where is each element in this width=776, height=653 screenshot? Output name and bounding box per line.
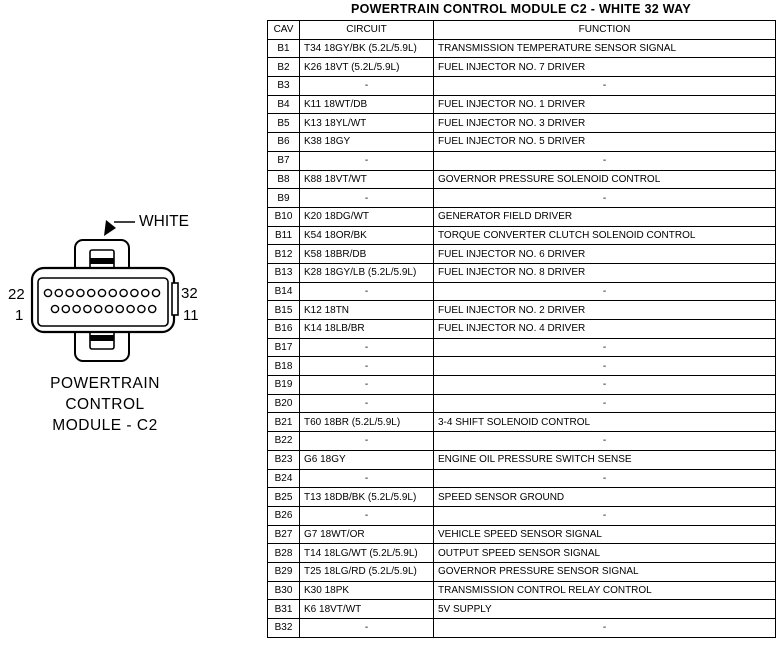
- function-cell: -: [434, 77, 776, 96]
- circuit-cell: K12 18TN: [300, 301, 434, 320]
- function-cell: GENERATOR FIELD DRIVER: [434, 207, 776, 226]
- pin-cavity: [131, 289, 138, 296]
- cav-cell: B17: [268, 338, 300, 357]
- table-row: [268, 170, 776, 189]
- circuit-cell: T14 18LG/WT (5.2L/5.9L): [300, 544, 434, 563]
- function-cell: TRANSMISSION TEMPERATURE SENSOR SIGNAL: [434, 39, 776, 58]
- table-row: [268, 77, 776, 96]
- cav-cell: B21: [268, 413, 300, 432]
- function-cell: -: [434, 357, 776, 376]
- header-circuit: CIRCUIT: [300, 21, 434, 40]
- table-row: [268, 226, 776, 245]
- cav-cell: B20: [268, 394, 300, 413]
- cav-cell: B23: [268, 450, 300, 469]
- table-body: [268, 39, 776, 637]
- cav-cell: B2: [268, 58, 300, 77]
- cav-cell: B3: [268, 77, 300, 96]
- function-cell: VEHICLE SPEED SENSOR SIGNAL: [434, 525, 776, 544]
- cav-cell: B29: [268, 562, 300, 581]
- table-row: [268, 544, 776, 563]
- circuit-cell: T34 18GY/BK (5.2L/5.9L): [300, 39, 434, 58]
- cav-cell: B25: [268, 488, 300, 507]
- pin-cavity: [127, 305, 134, 312]
- table-row: [268, 114, 776, 133]
- circuit-cell: -: [300, 151, 434, 170]
- circuit-cell: -: [300, 619, 434, 638]
- function-cell: -: [434, 151, 776, 170]
- table-row: [268, 450, 776, 469]
- pin-cavity: [51, 305, 58, 312]
- pin-cavity: [109, 289, 116, 296]
- circuit-cell: -: [300, 394, 434, 413]
- cav-cell: B12: [268, 245, 300, 264]
- function-cell: -: [434, 619, 776, 638]
- table-row: [268, 39, 776, 58]
- header-cav: CAV: [268, 21, 300, 40]
- circuit-cell: T25 18LG/RD (5.2L/5.9L): [300, 562, 434, 581]
- pin-cavity: [62, 305, 69, 312]
- table-row: [268, 525, 776, 544]
- pin-label-top-left: 22: [8, 286, 25, 303]
- cav-cell: B14: [268, 282, 300, 301]
- circuit-cell: T60 18BR (5.2L/5.9L): [300, 413, 434, 432]
- cav-cell: B6: [268, 133, 300, 152]
- table-row: [268, 245, 776, 264]
- table-row: [268, 432, 776, 451]
- cav-cell: B15: [268, 301, 300, 320]
- table-row: [268, 581, 776, 600]
- table-row: [268, 189, 776, 208]
- function-cell: FUEL INJECTOR NO. 3 DRIVER: [434, 114, 776, 133]
- pin-cavity: [55, 289, 62, 296]
- color-label: WHITE: [139, 213, 189, 230]
- circuit-cell: T13 18DB/BK (5.2L/5.9L): [300, 488, 434, 507]
- table-row: [268, 58, 776, 77]
- connector-caption-line1: POWERTRAIN: [50, 375, 160, 392]
- table-row: [268, 394, 776, 413]
- cav-cell: B30: [268, 581, 300, 600]
- circuit-cell: K30 18PK: [300, 581, 434, 600]
- cav-cell: B5: [268, 114, 300, 133]
- pin-label-bottom-right: 11: [183, 307, 199, 324]
- pin-cavity: [95, 305, 102, 312]
- cav-cell: B32: [268, 619, 300, 638]
- pin-cavity: [142, 289, 149, 296]
- table-row: [268, 357, 776, 376]
- cav-cell: B24: [268, 469, 300, 488]
- circuit-cell: -: [300, 469, 434, 488]
- table-row: [268, 338, 776, 357]
- pin-cavity: [149, 305, 156, 312]
- circuit-cell: K58 18BR/DB: [300, 245, 434, 264]
- cav-cell: B1: [268, 39, 300, 58]
- pin-cavity: [98, 289, 105, 296]
- bottom-latch-slot: [90, 335, 114, 341]
- table-row: [268, 469, 776, 488]
- table-row: [268, 506, 776, 525]
- connector-figure: [0, 0, 265, 653]
- circuit-cell: K20 18DG/WT: [300, 207, 434, 226]
- function-cell: SPEED SENSOR GROUND: [434, 488, 776, 507]
- circuit-cell: K6 18VT/WT: [300, 600, 434, 619]
- pin-label-bottom-left: 1: [15, 307, 24, 324]
- function-cell: 5V SUPPLY: [434, 600, 776, 619]
- circuit-cell: -: [300, 432, 434, 451]
- cav-cell: B22: [268, 432, 300, 451]
- table-row: [268, 207, 776, 226]
- pinout-table: [267, 20, 776, 638]
- cav-cell: B16: [268, 320, 300, 339]
- connector-face: [38, 278, 168, 326]
- function-cell: -: [434, 376, 776, 395]
- table-row: [268, 133, 776, 152]
- table-row: [268, 562, 776, 581]
- function-cell: -: [434, 432, 776, 451]
- circuit-cell: K28 18GY/LB (5.2L/5.9L): [300, 263, 434, 282]
- connector-drawing: [0, 0, 265, 653]
- function-cell: OUTPUT SPEED SENSOR SIGNAL: [434, 544, 776, 563]
- function-cell: TORQUE CONVERTER CLUTCH SOLENOID CONTROL: [434, 226, 776, 245]
- circuit-cell: -: [300, 506, 434, 525]
- circuit-cell: K88 18VT/WT: [300, 170, 434, 189]
- cav-cell: B10: [268, 207, 300, 226]
- circuit-cell: -: [300, 77, 434, 96]
- circuit-cell: -: [300, 376, 434, 395]
- table-header-row: [268, 21, 776, 40]
- function-cell: ENGINE OIL PRESSURE SWITCH SENSE: [434, 450, 776, 469]
- circuit-cell: K13 18YL/WT: [300, 114, 434, 133]
- connector-side-key: [172, 283, 178, 315]
- pin-cavity: [77, 289, 84, 296]
- table-title: POWERTRAIN CONTROL MODULE C2 - WHITE 32 WAY: [351, 2, 691, 16]
- cav-cell: B28: [268, 544, 300, 563]
- function-cell: -: [434, 394, 776, 413]
- table-row: [268, 151, 776, 170]
- function-cell: -: [434, 338, 776, 357]
- function-cell: FUEL INJECTOR NO. 2 DRIVER: [434, 301, 776, 320]
- cav-cell: B9: [268, 189, 300, 208]
- circuit-cell: K11 18WT/DB: [300, 95, 434, 114]
- top-latch-slot: [90, 258, 114, 264]
- cav-cell: B4: [268, 95, 300, 114]
- function-cell: FUEL INJECTOR NO. 5 DRIVER: [434, 133, 776, 152]
- function-cell: FUEL INJECTOR NO. 7 DRIVER: [434, 58, 776, 77]
- cav-cell: B7: [268, 151, 300, 170]
- function-cell: -: [434, 282, 776, 301]
- connector-caption-line2: CONTROL: [65, 396, 145, 413]
- circuit-cell: -: [300, 189, 434, 208]
- function-cell: FUEL INJECTOR NO. 4 DRIVER: [434, 320, 776, 339]
- pin-cavity: [120, 289, 127, 296]
- cav-cell: B13: [268, 263, 300, 282]
- header-function: FUNCTION: [434, 21, 776, 40]
- pin-cavity: [105, 305, 112, 312]
- pin-cavity: [84, 305, 91, 312]
- circuit-cell: -: [300, 338, 434, 357]
- pin-cavity: [152, 289, 159, 296]
- table-row: [268, 301, 776, 320]
- function-cell: -: [434, 469, 776, 488]
- circuit-cell: G7 18WT/OR: [300, 525, 434, 544]
- function-cell: FUEL INJECTOR NO. 1 DRIVER: [434, 95, 776, 114]
- cav-cell: B31: [268, 600, 300, 619]
- connector-caption-line3: MODULE - C2: [52, 417, 158, 434]
- circuit-cell: K54 18OR/BK: [300, 226, 434, 245]
- cav-cell: B26: [268, 506, 300, 525]
- function-cell: -: [434, 506, 776, 525]
- function-cell: 3-4 SHIFT SOLENOID CONTROL: [434, 413, 776, 432]
- function-cell: FUEL INJECTOR NO. 8 DRIVER: [434, 263, 776, 282]
- table-row: [268, 320, 776, 339]
- cav-cell: B8: [268, 170, 300, 189]
- cav-cell: B19: [268, 376, 300, 395]
- cav-cell: B11: [268, 226, 300, 245]
- table-row: [268, 376, 776, 395]
- circuit-cell: -: [300, 282, 434, 301]
- function-cell: GOVERNOR PRESSURE SENSOR SIGNAL: [434, 562, 776, 581]
- circuit-cell: K14 18LB/BR: [300, 320, 434, 339]
- pin-cavity: [116, 305, 123, 312]
- function-cell: GOVERNOR PRESSURE SOLENOID CONTROL: [434, 170, 776, 189]
- function-cell: FUEL INJECTOR NO. 6 DRIVER: [434, 245, 776, 264]
- function-cell: TRANSMISSION CONTROL RELAY CONTROL: [434, 581, 776, 600]
- circuit-cell: K26 18VT (5.2L/5.9L): [300, 58, 434, 77]
- circuit-cell: G6 18GY: [300, 450, 434, 469]
- pin-cavity: [66, 289, 73, 296]
- table-row: [268, 263, 776, 282]
- table-row: [268, 619, 776, 638]
- pin-cavity: [88, 289, 95, 296]
- table-row: [268, 95, 776, 114]
- cav-cell: B18: [268, 357, 300, 376]
- pin-label-top-right: 32: [181, 285, 198, 302]
- cav-cell: B27: [268, 525, 300, 544]
- table-row: [268, 413, 776, 432]
- circuit-cell: -: [300, 357, 434, 376]
- table-row: [268, 488, 776, 507]
- table-row: [268, 282, 776, 301]
- pin-cavity: [44, 289, 51, 296]
- pin-cavity: [73, 305, 80, 312]
- circuit-cell: K38 18GY: [300, 133, 434, 152]
- function-cell: -: [434, 189, 776, 208]
- table-row: [268, 600, 776, 619]
- pin-cavity: [138, 305, 145, 312]
